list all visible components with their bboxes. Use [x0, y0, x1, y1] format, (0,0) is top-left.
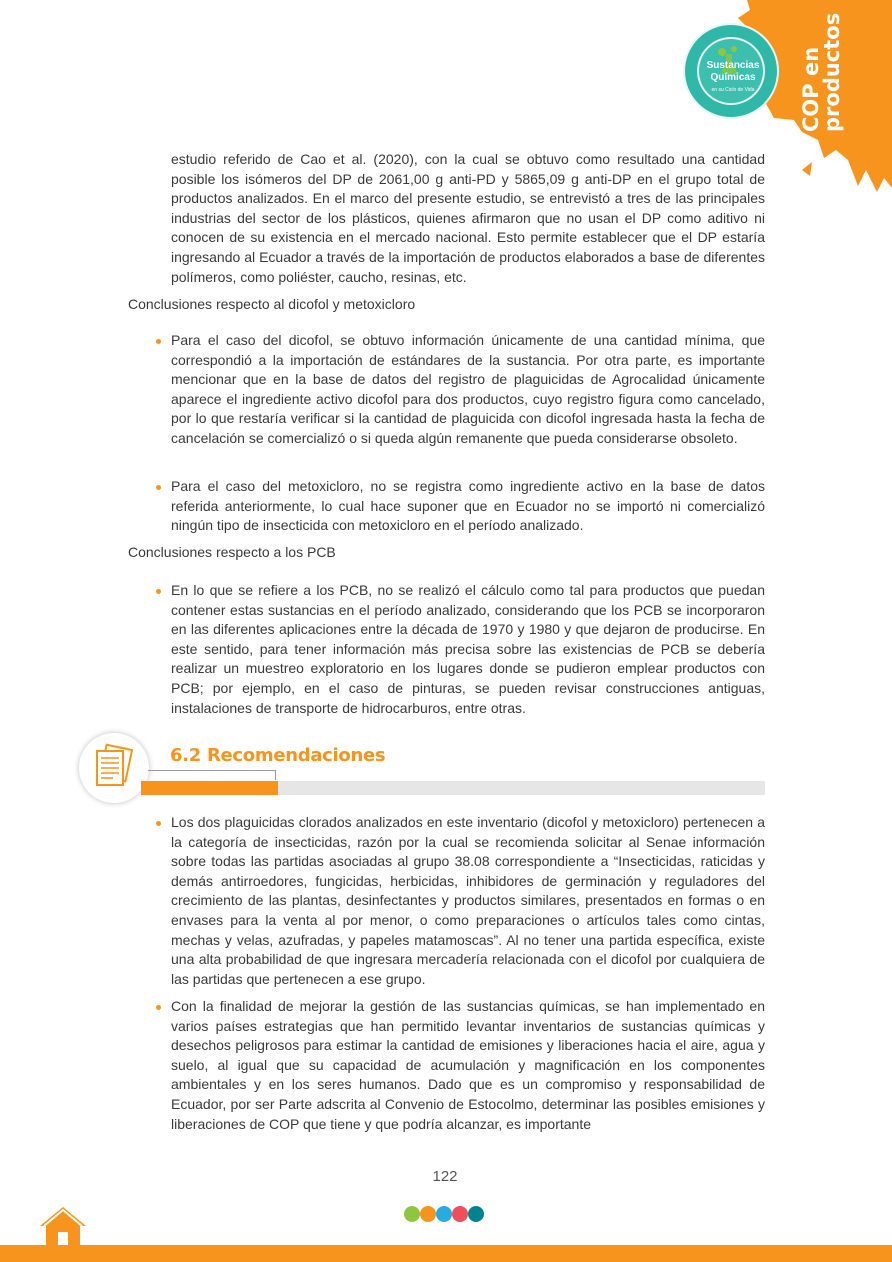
dot-teal — [468, 1206, 484, 1222]
section-underline-tick — [275, 770, 276, 780]
bullet-recommendation-2: Con la finalidad de mejorar la gestión de las sustancias químicas, se han implementado en varios países estrategias que han permitido levantar inventarios de sustancias químicas y desechos peligrosos para estimar la cantidad de emisiones y liberaciones hacia el aire, agua y suelo, al igual que su capacidad de acumulación y magnificación en los componentes ambientales y en los seres humanos. Dado que es un compromiso y responsabilidad de Ecuador, por ser Parte adscrita al Convenio de Estocolmo, determinar las posibles emisiones y liberaciones de COP que tiene y que podría alcanzar, es importante — [171, 997, 765, 1134]
dot-red — [452, 1206, 468, 1222]
footer-bar — [0, 1245, 892, 1262]
logo-text-ciclo: en su Ciclo de Vida — [711, 87, 755, 93]
intro-paragraph: estudio referido de Cao et al. (2020), con la cual se obtuvo como resultado una cantidad posible los isómeros del DP de 2061,00 g anti-PD y 5865,09 g anti-DP en el grupo total de productos analizados. En el marco del presente estudio, se entrevistó a tres de las principales industrias del sector de los plásticos, quienes afirmaron que no usan el DP como aditivo ni conocen de su existencia en el mercado nacional. Esto permite establecer que el DP estaría ingresando al Ecuador a través de la importación de productos elaborados a base de diferentes polímeros, como poliéster, caucho, resinas, etc. — [171, 151, 765, 285]
logo-text-quimicas: Químicas — [710, 72, 756, 83]
side-title-line2: productos — [820, 12, 844, 132]
sustancias-quimicas-logo — [682, 22, 780, 120]
section-bar-orange — [141, 781, 278, 795]
dot-blue — [436, 1206, 452, 1222]
section-bar-gray — [278, 781, 765, 795]
section-icon-circle — [79, 733, 149, 803]
side-title-line1: COP en — [799, 46, 823, 132]
logo-text-sustancias: Sustancias — [706, 60, 760, 71]
chapter-side-title — [799, 12, 863, 132]
subheading-dicofol: Conclusiones respecto al dicofol y metoxicloro — [128, 296, 416, 312]
bullet-metoxicloro: Para el caso del metoxicloro, no se registra como ingrediente activo en la base de datos referida anteriormente, lo cual hace suponer que en Ecuador no se importó ni comercializó ningún tipo de insecticida con metoxicloro en el período analizado. — [171, 477, 765, 536]
bullet-recommendation-1: Los dos plaguicidas clorados analizados en este inventario (dicofol y metoxicloro) pertenecen a la categoría de insecticidas, razón por la cual se recomienda solicitar al Senae información sobre todas las partidas asociadas al grupo 38.08 correspondiente a “Insecticidas, raticidas y demás antirroedores, fungicidas, herbicidas, inhibidores de germinación y reguladores del crecimiento de las plantas, desinfectantes y productos similares, presentados en formas o en envases para la venta al por menor, o como preparaciones o artículos tales como cintas, mechas y velas, azufradas, y papeles matamoscas”. Al no tener una partida específica, existe una alta probabilidad de que ingresara mercadería relacionada con el dicofol por cualquiera de las partidas que pertenecen a ese grupo. — [171, 813, 765, 989]
home-icon[interactable] — [38, 1204, 88, 1248]
bullet-dicofol: Para el caso del dicofol, se obtuvo información únicamente de una cantidad mínima, que correspondió a la importación de estándares de la sustancia. Por otra parte, es importante mencionar que en la base de datos del registro de plaguicidas de Agrocalidad únicamente aparece el ingrediente activo dicofol para dos productos, cuyo registro figura como cancelado, por lo que restaría verificar si la cantidad de plaguicida con dicofol ingresada hasta la fecha de cancelación se comercializó o si queda algún remanente que pueda considerarse obsoleto. — [171, 331, 765, 449]
page-number: 122 — [432, 1168, 458, 1185]
document-icon — [79, 733, 149, 803]
dot-orange — [420, 1206, 436, 1222]
section-title: 6.2 Recomendaciones — [170, 745, 386, 766]
subheading-pcb: Conclusiones respecto a los PCB — [128, 544, 336, 560]
section-underline — [148, 770, 275, 771]
dot-green — [404, 1206, 420, 1222]
bullet-pcb: En lo que se refiere a los PCB, no se realizó el cálculo como tal para productos que puedan contener estas sustancias en el período analizado, considerando que los PCB se incorporaron en las diferentes aplicaciones entre la década de 1970 y 1980 y que dejaron de producirse. En este sentido, para tener información más precisa sobre las existencias de PCB se debería realizar un muestreo exploratorio en los lugares donde se pudieron emplear productos con PCB; por ejemplo, en el caso de pinturas, se pueden revisar construcciones antiguas, instalaciones de transporte de hidrocarburos, entre otras. — [171, 581, 765, 718]
